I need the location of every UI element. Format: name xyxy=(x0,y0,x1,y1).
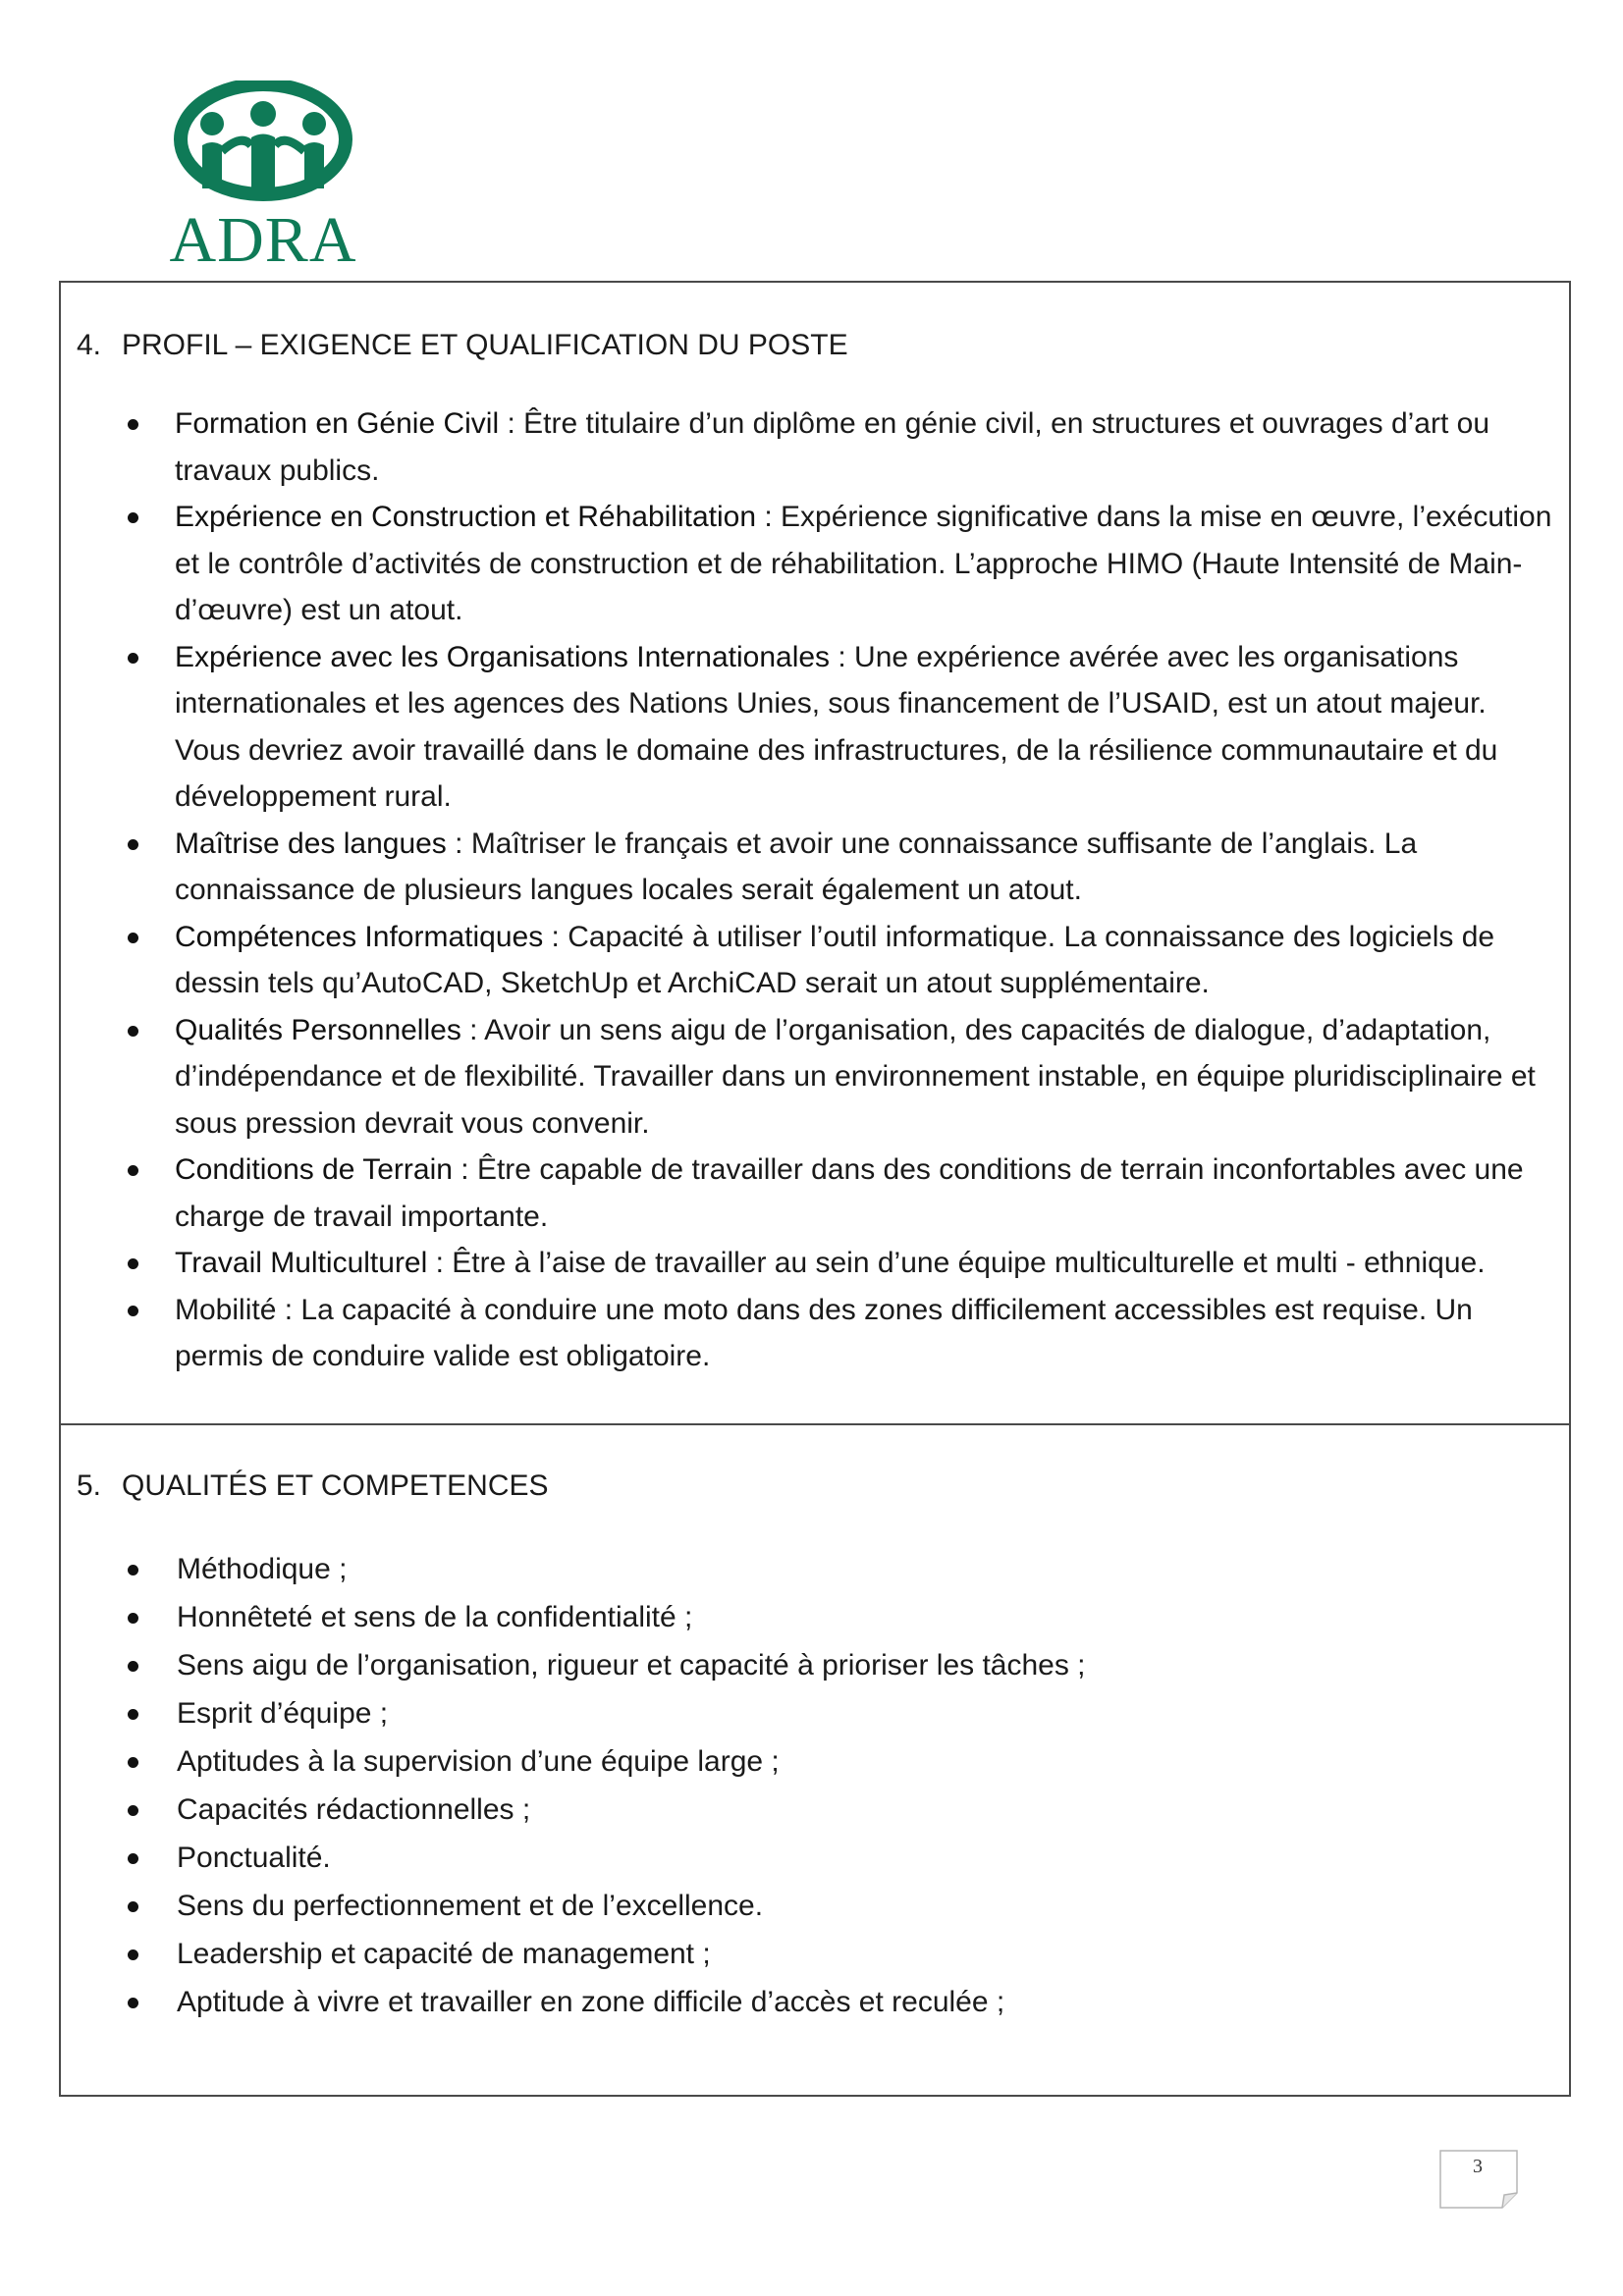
adra-people-logo-icon xyxy=(169,80,357,206)
bullet-icon xyxy=(128,653,138,664)
item-term: Compétences Informatiques xyxy=(175,920,544,953)
bullet-icon xyxy=(128,1613,138,1624)
bullet-icon xyxy=(128,1709,138,1720)
bullet-icon xyxy=(128,1258,138,1269)
section-number: 4. xyxy=(77,329,102,361)
item-text: : Être titulaire d’un diplôme en génie civil, en structures et ouvrages d’art ou travaux publics. xyxy=(175,407,1490,487)
bullet-icon xyxy=(128,1998,138,2008)
bullet-icon xyxy=(128,1661,138,1672)
content-frame xyxy=(59,281,1571,2097)
item-text: Sens aigu de l’organisation, rigueur et capacité à prioriser les tâches ; xyxy=(177,1649,1086,1682)
list-item xyxy=(77,1930,1555,1978)
list-item xyxy=(77,634,1555,821)
item-text: Leadership et capacité de management ; xyxy=(177,1938,711,1970)
section-profil xyxy=(77,326,1555,1380)
list-item xyxy=(77,1737,1555,1786)
bullet-icon xyxy=(128,419,138,430)
item-text: Ponctualité. xyxy=(177,1842,331,1874)
item-text: Méthodique ; xyxy=(177,1553,348,1585)
list-item xyxy=(77,1786,1555,1834)
item-text: Sens du perfectionnement et de l’excellence. xyxy=(177,1890,764,1922)
adra-logo xyxy=(169,80,357,276)
section-divider xyxy=(61,1423,1569,1425)
section-number: 5. xyxy=(77,1469,102,1502)
bullet-icon xyxy=(128,1805,138,1816)
item-text: : Une expérience avérée avec les organisations internationales et les agences des Nations Unies, sous financement de l’USAID, est un atout majeur. Vous devriez avoir travaillé dans le domaine des infrastructures, de la résilience communautaire et du développement rural. xyxy=(175,640,1498,813)
list-item xyxy=(77,400,1555,494)
bullet-icon xyxy=(128,512,138,523)
list-item xyxy=(77,1240,1555,1287)
page-number: 3 xyxy=(1473,2156,1483,2177)
section-title: PROFIL – EXIGENCE ET QUALIFICATION DU POSTE xyxy=(122,329,848,361)
logo-text: ADRA xyxy=(169,204,357,276)
list-item xyxy=(77,494,1555,634)
item-text: Esprit d’équipe ; xyxy=(177,1697,389,1730)
item-text: Aptitude à vivre et travailler en zone difficile d’accès et reculée ; xyxy=(177,1986,1005,2018)
bullet-icon xyxy=(128,1026,138,1037)
bullet-icon xyxy=(128,1165,138,1176)
item-text: : Être à l’aise de travailler au sein d’une équipe multiculturelle et multi - ethnique. xyxy=(427,1247,1486,1279)
item-text: : Expérience significative dans la mise en œuvre, l’exécution et le contrôle d’activités de construction et de réhabilitation. L’approche HIMO (Haute Intensité de Main-d’œuvre) est un atout. xyxy=(175,501,1552,626)
item-text: : La capacité à conduire une moto dans des zones difficilement accessibles est requise. Un permis de conduire valide est obligatoire. xyxy=(175,1293,1473,1372)
item-text: Aptitudes à la supervision d’une équipe large ; xyxy=(177,1745,780,1778)
item-text: : Avoir un sens aigu de l’organisation, des capacités de dialogue, d’adaptation, d’indépendance et de flexibilité. Travailler dans un environnement instable, en équipe pluridisciplinaire et sous pression devrait vous convenir. xyxy=(175,1013,1536,1140)
bullet-icon xyxy=(128,1853,138,1864)
item-text: Capacités rédactionnelles ; xyxy=(177,1793,531,1826)
item-text: : Être capable de travailler dans des conditions de terrain inconfortables avec une charge de travail importante. xyxy=(175,1153,1524,1233)
section-heading xyxy=(77,326,1555,365)
item-text: : Maîtriser le français et avoir une connaissance suffisante de l’anglais. La connaissance de plusieurs langues locales serait également un atout. xyxy=(175,827,1418,906)
qualities-list xyxy=(77,1545,1555,2026)
item-term: Formation en Génie Civil xyxy=(175,407,500,440)
item-term: Conditions de Terrain xyxy=(175,1153,453,1186)
list-item xyxy=(77,821,1555,914)
list-item xyxy=(77,1287,1555,1380)
item-term: Expérience en Construction et Réhabilitation xyxy=(175,501,757,533)
section-title: QUALITÉS ET COMPETENCES xyxy=(122,1469,549,1502)
bullet-icon xyxy=(128,933,138,943)
bullet-icon xyxy=(128,1306,138,1316)
item-text: : Capacité à utiliser l’outil informatique. La connaissance des logiciels de dessin tels qu’AutoCAD, SketchUp et ArchiCAD serait un atout supplémentaire. xyxy=(175,920,1495,999)
bullet-icon xyxy=(128,1901,138,1912)
list-item xyxy=(77,1882,1555,1930)
list-item xyxy=(77,1834,1555,1882)
section-heading xyxy=(77,1467,1555,1506)
section-qualites xyxy=(77,1467,1555,2026)
item-term: Qualités Personnelles xyxy=(175,1013,461,1046)
page-number-box xyxy=(1439,2150,1518,2209)
bullet-icon xyxy=(128,1949,138,1960)
bullet-icon xyxy=(128,1757,138,1768)
item-term: Expérience avec les Organisations Internationales xyxy=(175,640,831,673)
item-term: Travail Multiculturel xyxy=(175,1247,428,1279)
list-item xyxy=(77,1593,1555,1641)
list-item xyxy=(77,1641,1555,1689)
list-item xyxy=(77,1147,1555,1240)
list-item xyxy=(77,1689,1555,1737)
list-item xyxy=(77,914,1555,1007)
list-item xyxy=(77,1007,1555,1148)
item-term: Mobilité xyxy=(175,1293,277,1326)
requirements-list xyxy=(77,400,1555,1380)
list-item xyxy=(77,1545,1555,1593)
list-item xyxy=(77,1978,1555,2026)
item-term: Maîtrise des langues xyxy=(175,827,447,860)
item-text: Honnêteté et sens de la confidentialité ; xyxy=(177,1601,693,1633)
bullet-icon xyxy=(128,839,138,850)
bullet-icon xyxy=(128,1565,138,1575)
